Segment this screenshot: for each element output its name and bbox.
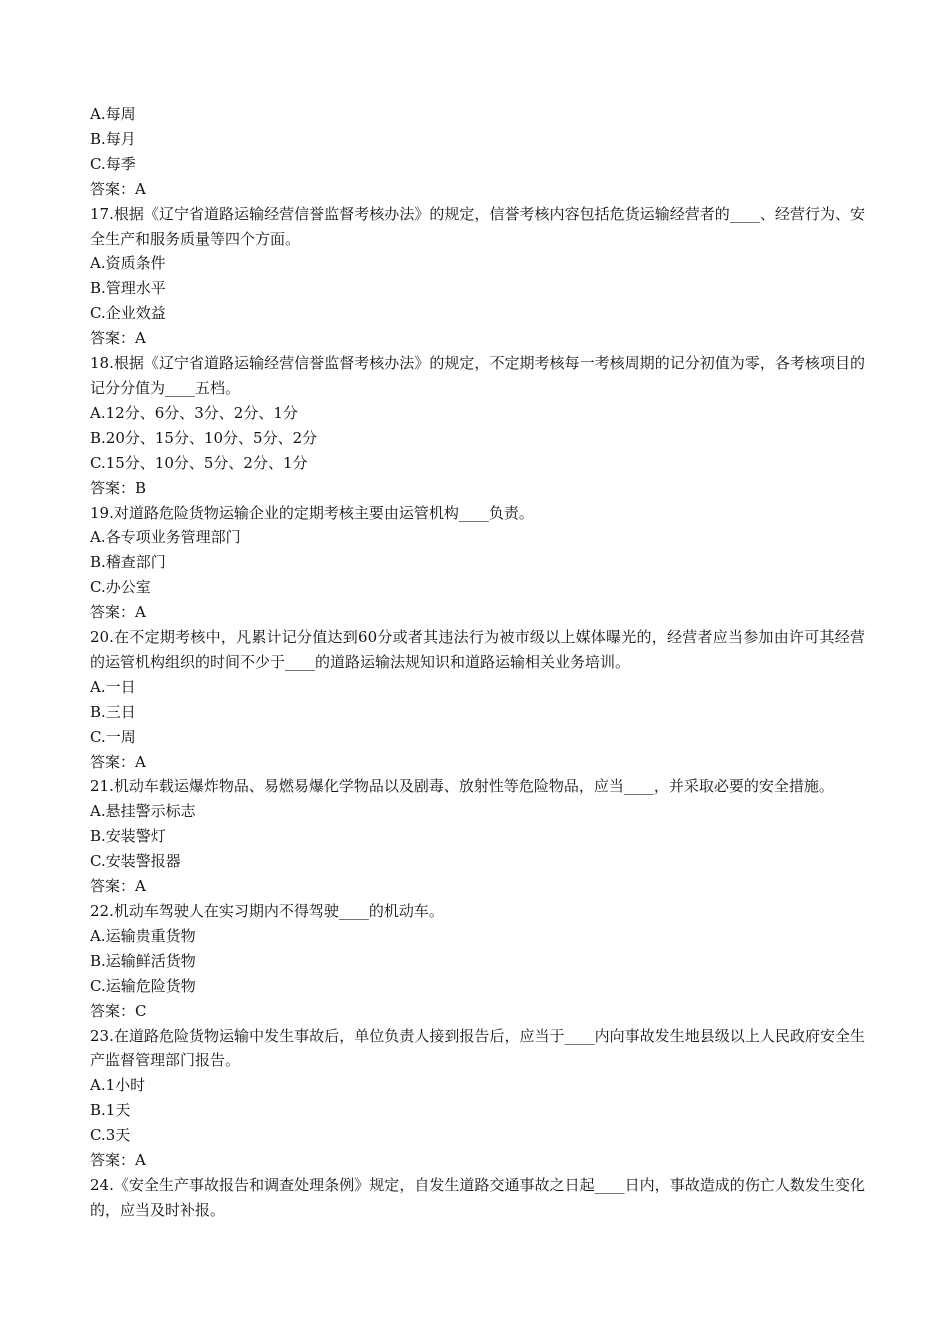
answer: 答案：A: [90, 329, 146, 348]
option-c: C.安装警报器: [90, 852, 181, 871]
option-a: A.每周: [90, 105, 136, 123]
question-text: 17.根据《辽宁省道路运输经营信誉监督考核办法》的规定，信誉考核内容包括危货运输经营者的____、经营行为、安全生产和服务质量等四个方面。: [90, 204, 865, 248]
option-b: B.运输鲜活货物: [90, 951, 196, 970]
question-text: 21.机动车载运爆炸物品、易燃易爆化学物品以及剧毒、放射性等危险物品，应当____，并采取必要的安全措施。: [90, 777, 834, 796]
question-text: 23.在道路危险货物运输中发生事故后，单位负责人接到报告后，应当于____内向事故发生地县级以上人民政府安全生产监督管理部门报告。: [90, 1026, 865, 1070]
option-a: A.一日: [90, 677, 136, 696]
answer: 答案：A: [90, 752, 146, 771]
lead-question-block: [90, 102, 865, 202]
option-c: C.每季: [90, 154, 136, 173]
answer: 答案：B: [90, 478, 147, 497]
option-a: A.12分、6分、3分、2分、1分: [90, 403, 298, 422]
option-b: B.稽查部门: [90, 553, 166, 572]
question-text: 19.对道路危险货物运输企业的定期考核主要由运管机构____负责。: [90, 503, 534, 522]
option-b: B.管理水平: [90, 279, 166, 298]
answer: 答案：A: [90, 603, 146, 622]
question-text: 24.《安全生产事故报告和调查处理条例》规定，自发生道路交通事故之日起____日内，事故造成的伤亡人数发生变化的，应当及时补报。: [90, 1175, 865, 1219]
question-22: [90, 899, 865, 1024]
question-17: [90, 202, 865, 351]
question-23: [90, 1024, 865, 1173]
answer: 答案：A: [90, 877, 146, 896]
question-text: 22.机动车驾驶人在实习期内不得驾驶____的机动车。: [90, 902, 444, 920]
option-a: A.运输贵重货物: [90, 926, 196, 945]
option-c: C.办公室: [90, 578, 151, 597]
option-a: A.各专项业务管理部门: [90, 528, 241, 547]
option-b: B.三日: [90, 702, 136, 721]
document-page: [90, 102, 865, 1223]
option-b: B.安装警灯: [90, 827, 166, 846]
option-a: A.资质条件: [90, 254, 166, 273]
option-c: C.运输危险货物: [90, 976, 196, 995]
question-18: [90, 351, 865, 500]
answer: 答案：C: [90, 1001, 147, 1020]
question-text: 20.在不定期考核中，凡累计记分值达到60分或者其违法行为被市级以上媒体曝光的，经营者应当参加由许可其经营的运管机构组织的时间不少于____的道路运输法规知识和道路运输相关业务培训。: [90, 628, 865, 671]
answer: 答案：A: [90, 1151, 146, 1170]
option-c: C.企业效益: [90, 304, 166, 323]
option-a: A.1小时: [90, 1076, 146, 1095]
option-c: C.3天: [90, 1126, 131, 1145]
option-b: B.每月: [90, 129, 136, 148]
answer: 答案：A: [90, 179, 146, 198]
question-19: [90, 501, 865, 626]
question-21: [90, 774, 865, 899]
question-24: [90, 1173, 865, 1223]
question-20: [90, 625, 865, 774]
question-text: 18.根据《辽宁省道路运输经营信誉监督考核办法》的规定，不定期考核每一考核周期的记分初值为零，各考核项目的记分分值为____五档。: [90, 354, 865, 397]
option-b: B.20分、15分、10分、5分、2分: [90, 428, 318, 447]
option-a: A.悬挂警示标志: [90, 802, 196, 821]
option-c: C.15分、10分、5分、2分、1分: [90, 453, 308, 472]
option-c: C.一周: [90, 727, 136, 746]
option-b: B.1天: [90, 1101, 131, 1120]
